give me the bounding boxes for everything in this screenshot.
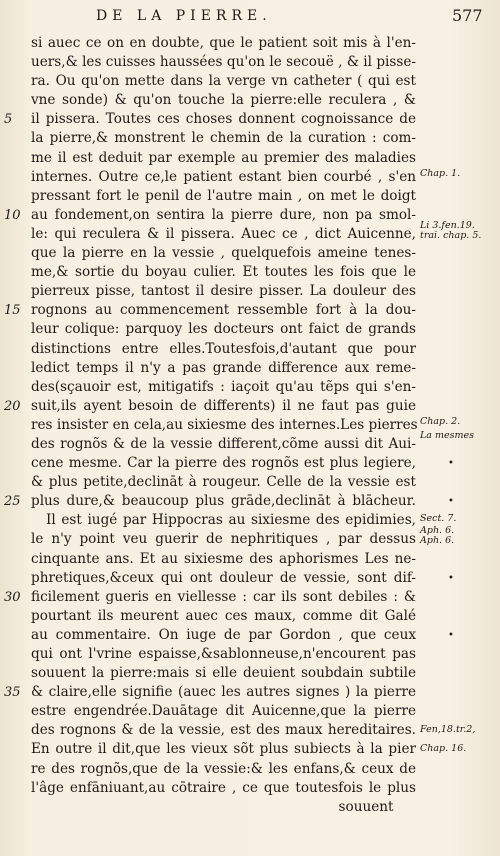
line-text: En outre il dit,que les vieux sõt plus subiects à la pier [31,741,416,758]
catchword-line [0,798,500,817]
line-number: 20 [4,398,21,414]
line-text: au fondement,on sentira la pierre dure, non pa smol- [31,206,416,223]
text-line [0,72,500,91]
line-number: 35 [4,685,21,701]
line-text: res insister en cela,au sixiesme des internes.Les pierres [31,416,418,433]
margin-note [420,221,498,241]
running-title: DE LA PIERRE. [96,8,272,24]
text-line [0,607,500,626]
text-line [0,301,500,320]
margin-mark: • [448,572,454,584]
text-line [0,779,500,798]
margin-note [420,526,498,546]
text-line [0,359,500,378]
text-line [0,91,500,110]
line-number: 5 [4,112,13,128]
line-text: au commentaire. On iuge de par Gordon , que ceux [31,626,416,643]
text-line [0,473,500,492]
text-line [0,149,500,168]
text-line [0,721,500,740]
line-number: 10 [4,207,21,223]
line-text: la pierre,& monstrent le chemin de la curation : com- [31,130,416,147]
margin-note: Chap. 16. [420,743,467,755]
text-line [0,168,500,187]
text-line [0,34,500,53]
line-text: internes. Outre ce,le patient estant bien courbé , s'en [31,168,416,185]
catchword: souuent [338,798,394,815]
line-text: uers,& les cuisses haussées qu'on le secouë , & il pisse- [31,54,416,71]
line-text: cene mesme. Car la pierre des rognõs est plus legiere, [31,455,416,472]
text-line [0,626,500,645]
line-text: rognons au commencement ressemble fort à la dou- [31,302,416,319]
line-text: pressant fort le penil de l'autre main , on met le doigt [31,187,416,204]
line-text: le n'y point veu guerir de nephritiques , par dessus [31,531,416,548]
line-text: phretiques,&ceux qui ont douleur de vessie, sont dif- [31,569,416,586]
margin-mark: • [448,496,454,508]
line-text: plus dure,& beaucoup plus grāde,declināt à blācheur. [31,493,416,510]
page-number: 577 [452,6,483,25]
text-line [0,702,500,721]
text-line [0,454,500,473]
text-line [0,550,500,569]
line-text: des rognons & de la vessie, est des maux hereditaires. [31,722,416,739]
text-line [0,664,500,683]
margin-note: La mesmes [420,429,475,441]
line-text: Il est iugé par Hippocras au sixiesme des epidimies, [46,512,416,529]
text-line [0,569,500,588]
line-text: le: qui reculera & il pissera. Auec ce , dict Auicenne, [31,225,416,242]
line-number: 15 [4,303,21,319]
line-text: leur colique: parquoy les docteurs ont faict de grands [31,321,416,338]
text-line [0,244,500,263]
line-text: pourtant ils meurent auec ces maux, comme dit Galé [31,607,416,624]
text-line [0,110,500,129]
line-text: me,& sortie du boyau culier. Et toutes les fois que le [31,264,416,281]
line-text: si auec ce on en doubte, que le patient soit mis à l'en- [31,35,416,51]
text-line [0,397,500,416]
text-line [0,282,500,301]
line-text: vne sonde) & qu'on touche la pierre:elle reculera , & [31,92,416,109]
text-line [0,340,500,359]
line-number: 30 [4,589,21,605]
line-text: souuent la pierre:mais si elle deuient soubdain subtile [31,665,416,682]
line-text: il pissera. Toutes ces choses donnent cognoissance de [31,111,416,128]
text-line [0,760,500,779]
text-line [0,219,500,244]
line-text: pierreux pisse, tantost il desire pisser. La douleur des [31,283,416,300]
line-text: estre engendrée.Dauātage dit Auicenne,que la pierre [31,703,416,720]
line-text: ra. Ou qu'on mette dans la verge vn catheter ( qui est [31,73,416,90]
text-line [0,129,500,148]
text-line [0,740,500,759]
margin-note: Sect. 7. [420,513,457,525]
line-text: des rognõs & de la vessie different,cõme aussi dit Aui- [31,435,416,452]
margin-note-line: Aph. 6. [420,535,455,547]
line-text: cinquante ans. Et au sixiesme des aphorismes Les ne- [31,550,416,567]
margin-note: Chap. 1. [420,167,461,179]
text-line [0,492,500,511]
margin-note-line: trai. chap. 5. [420,229,482,241]
text-block [0,34,500,817]
line-text: ficilement gueris en viellesse : car ils sont debiles : & [31,588,416,605]
text-line [0,683,500,702]
line-text: l'âge enfāniuant,au cōtraire , ce que toutesfois le plus [31,779,416,796]
margin-mark: • [448,629,454,641]
text-line [0,320,500,339]
line-text: me il est deduit par exemple au premier des maladies [31,149,416,166]
line-text: distinctions entre elles.Toutesfois,d'autant que pour [31,340,416,357]
page-header [0,6,500,30]
line-text: qui ont l'vrine espaisse,&sablonneuse,n'encourent pas [31,646,416,662]
margin-note: Chap. 2. [420,415,461,427]
line-text: que la pierre en la vessie , quelquefois ameine tenes- [31,245,416,262]
line-text: re des rognõs,que de la vessie:& les enfans,& ceux de [31,760,416,777]
margin-mark: • [448,458,454,470]
line-text: des(sçauoir est, mitigatifs : iaçoit qu'au tẽps qui s'en- [31,378,416,395]
line-number: 25 [4,494,21,510]
text-line [0,263,500,282]
text-line [0,588,500,607]
text-line [0,53,500,72]
line-text: & plus petite,declināt à rougeur. Celle de la vessie est [31,474,416,491]
text-line [0,429,500,454]
margin-note: Fen,18.tr.2, [420,724,476,736]
line-text: & claire,elle signifie (auec les autres signes ) la pierre [31,684,416,701]
line-text: ledict temps il n'y a pas grande difference aux reme- [31,359,416,376]
text-line [0,645,500,664]
margin-note-line: Aph. 6. [420,525,455,537]
text-line [0,378,500,397]
text-line [0,187,500,206]
line-text: suit,ils ayent besoin de differents) il ne faut pas guie [31,397,416,414]
text-line [0,525,500,549]
margin-note-line: Li 3.fen.19. [420,219,475,231]
